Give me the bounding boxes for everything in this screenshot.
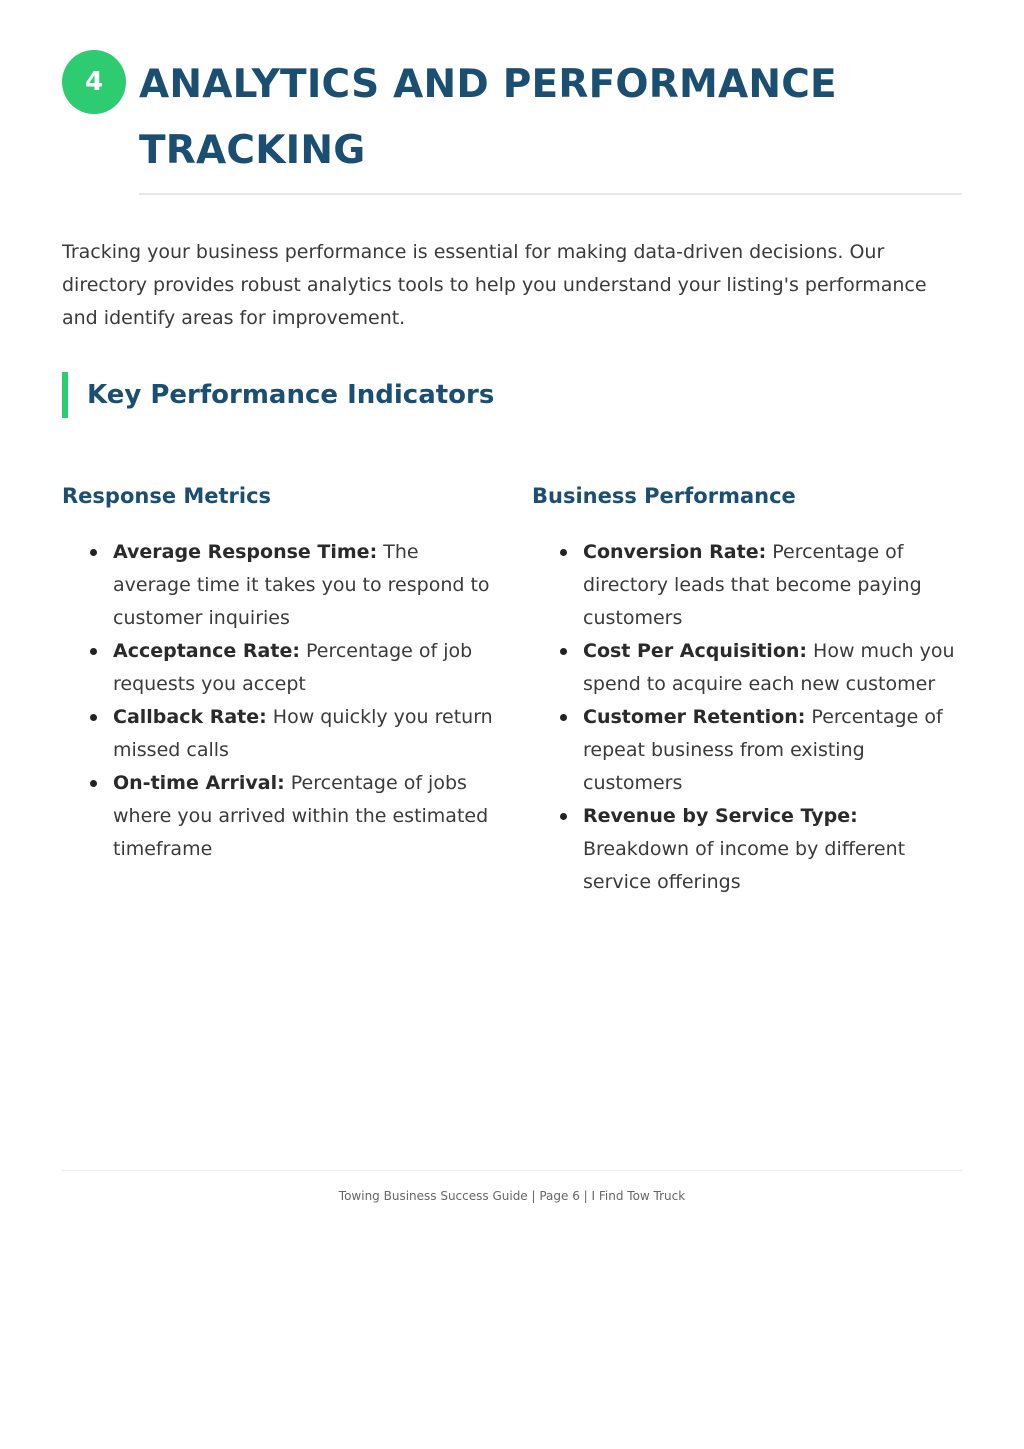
metric-description: Percentage of repeat business from existing customers — [583, 706, 943, 794]
metric-description: Percentage of jobs where you arrived within the estimated timeframe — [113, 772, 489, 860]
section-title: ANALYTICS AND PERFORMANCE TRACKING — [139, 62, 837, 173]
list-item — [532, 536, 964, 635]
bullet-icon — [560, 549, 567, 556]
column-heading: Business Performance — [532, 484, 796, 508]
kpi-subheading — [62, 372, 968, 418]
list-item — [532, 635, 964, 701]
metric-name: Cost Per Acquisition: — [583, 640, 808, 662]
list-item — [62, 767, 494, 866]
metric-name: Acceptance Rate: — [113, 640, 300, 662]
list-item — [532, 701, 964, 800]
bullet-icon — [90, 549, 97, 556]
response-metrics-column — [62, 480, 494, 860]
metric-description: The average time it takes you to respond to customer inquiries — [113, 541, 490, 629]
business-performance-list — [532, 536, 964, 899]
kpi-subheading-text: Key Performance Indicators — [87, 380, 495, 410]
section-number-badge: 4 — [62, 50, 126, 114]
metric-description: How much you spend to acquire each new customer — [583, 640, 955, 695]
metric-description: How quickly you return missed calls — [113, 706, 493, 761]
metric-name: Average Response Time: — [113, 541, 378, 563]
response-metrics-list — [62, 536, 494, 866]
bullet-icon — [560, 714, 567, 721]
document-page — [62, 0, 962, 1449]
intro-paragraph: Tracking your business performance is essential for making data-driven decisions. Our directory provides robust analytics tools to help you understand your listing's performance and identify areas for improvement. — [62, 241, 927, 329]
metric-description: Percentage of directory leads that become paying customers — [583, 541, 922, 629]
footer-divider — [62, 1170, 962, 1171]
metric-name: Callback Rate: — [113, 706, 267, 728]
bullet-icon — [90, 714, 97, 721]
business-performance-column — [532, 480, 964, 893]
list-item — [62, 701, 494, 767]
metric-name: On-time Arrival: — [113, 772, 285, 794]
metric-description: Breakdown of income by different service offerings — [583, 838, 906, 893]
bullet-icon — [560, 813, 567, 820]
page-footer: Towing Business Success Guide | Page 6 | I Find Tow Truck — [338, 1189, 686, 1203]
list-item — [62, 635, 494, 701]
bullet-icon — [560, 648, 567, 655]
bullet-icon — [90, 648, 97, 655]
column-heading: Response Metrics — [62, 484, 272, 508]
metric-name: Conversion Rate: — [583, 541, 767, 563]
list-item — [532, 800, 964, 899]
metric-name: Customer Retention: — [583, 706, 806, 728]
list-item — [62, 536, 494, 635]
title-divider — [139, 193, 962, 195]
metric-description: Percentage of job requests you accept — [113, 640, 473, 695]
bullet-icon — [90, 780, 97, 787]
metric-name: Revenue by Service Type: — [583, 805, 858, 827]
